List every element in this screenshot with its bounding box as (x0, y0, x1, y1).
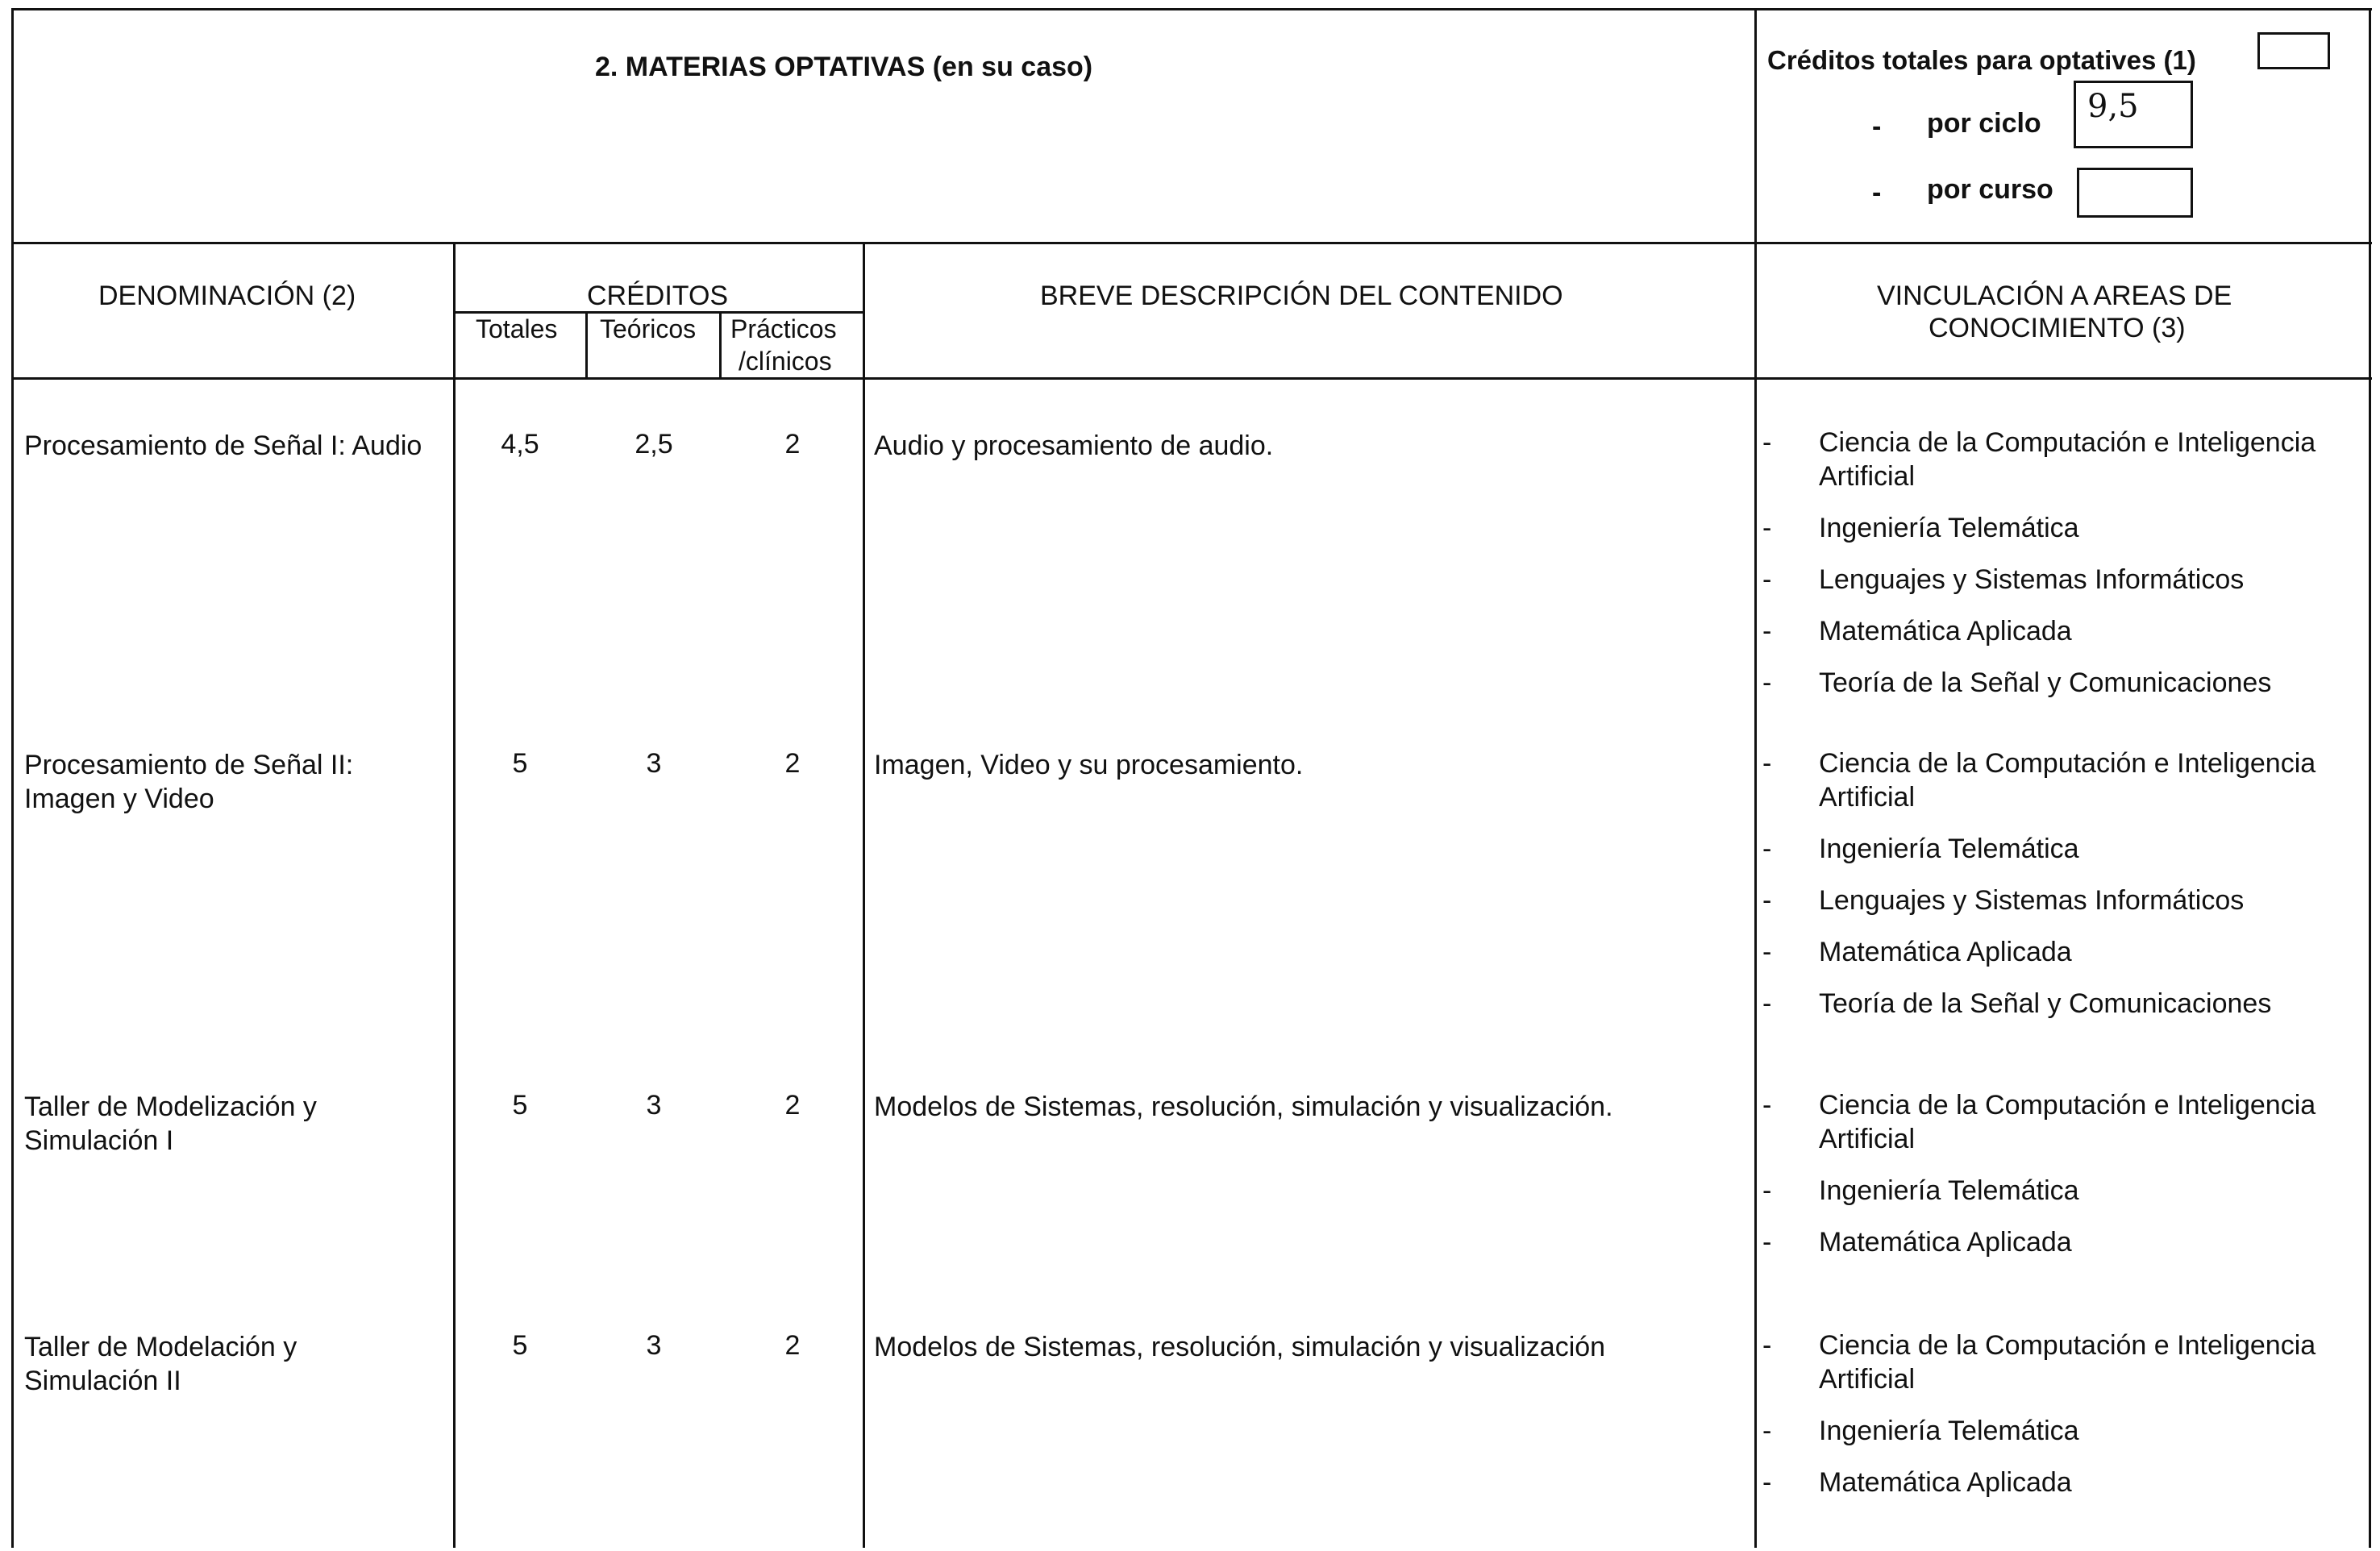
row-2-description: Imagen, Video y su procesamiento. (874, 750, 1304, 780)
row-1-totales: 4,5 (501, 429, 539, 459)
list-item: - Ciencia de la Computación e Inteligencia Artificial (1762, 427, 2316, 492)
row-3-teoricos: 3 (646, 1090, 662, 1121)
list-item: - Ingeniería Telemática (1762, 1175, 2079, 1206)
col-header-practicos: Prácticos (730, 314, 837, 343)
row-2-name: Procesamiento de Señal II: Imagen y Video (24, 750, 354, 814)
row-4-name: Taller de Modelación y Simulación II (24, 1332, 298, 1396)
list-item: - Ciencia de la Computación e Inteligencia Artificial (1762, 1330, 2316, 1395)
list-item: - Ciencia de la Computación e Inteligencia Artificial (1762, 748, 2316, 813)
row-4-totales: 5 (512, 1330, 528, 1361)
list-item: - Matemática Aplicada (1762, 616, 2072, 647)
per-cycle-box[interactable] (2074, 81, 2193, 148)
row-2-areas (1761, 746, 2341, 1021)
list-item: - Matemática Aplicada (1762, 937, 2072, 967)
border-right (2369, 8, 2371, 1548)
list-item: - Ingeniería Telemática (1762, 513, 2079, 543)
list-item: - Ciencia de la Computación e Inteligencia Artificial (1762, 1090, 2316, 1154)
row-4-practicos: 2 (784, 1330, 801, 1361)
list-item: - Ingeniería Telemática (1762, 1416, 2079, 1446)
per-cycle-dash: - (1872, 111, 1882, 142)
row-3-areas (1761, 1088, 2341, 1259)
col-header-conocimiento: CONOCIMIENTO (3) (1929, 313, 2186, 343)
section-title: 2. MATERIAS OPTATIVAS (en su caso) (595, 52, 1093, 82)
row-1-description: Audio y procesamiento de audio. (874, 430, 1274, 461)
list-item: - Matemática Aplicada (1762, 1227, 2072, 1258)
list-item: - Ingeniería Telemática (1762, 834, 2079, 864)
row-2-totales: 5 (512, 748, 528, 779)
per-course-label: por curso (1927, 174, 2053, 205)
per-course-dash: - (1872, 177, 1882, 208)
list-item: - Matemática Aplicada (1762, 1467, 2072, 1498)
col-teoricos-right (719, 311, 722, 379)
row-1-teoricos: 2,5 (635, 429, 673, 459)
per-cycle-value: 9,5 (2087, 88, 2139, 125)
row-3-name: Taller de Modelización y Simulación I (24, 1092, 317, 1156)
border-left (11, 8, 14, 1548)
col-header-vinculacion: VINCULACIÓN A AREAS DE (1877, 281, 2232, 311)
col-header-totales: Totales (476, 314, 558, 343)
total-optional-credits-box[interactable] (2257, 32, 2330, 69)
row-1-practicos: 2 (784, 429, 801, 459)
title-credits-divider (1754, 8, 1757, 1548)
list-item: - Teoría de la Señal y Comunicaciones (1762, 667, 2272, 698)
col-header-descripcion: BREVE DESCRIPCIÓN DEL CONTENIDO (1040, 281, 1563, 311)
row-2-teoricos: 3 (646, 748, 662, 779)
row-3-totales: 5 (512, 1090, 528, 1121)
row-4-areas (1761, 1329, 2341, 1499)
total-optional-credits-label: Créditos totales para optatives (1) (1767, 45, 2196, 75)
per-cycle-label: por ciclo (1927, 108, 2041, 139)
col-totales-right (585, 311, 588, 379)
list-item: - Lenguajes y Sistemas Informáticos (1762, 885, 2245, 916)
header-divider (11, 242, 2372, 244)
row-1-areas (1761, 426, 2341, 700)
row-1-name: Procesamiento de Señal I: Audio (24, 430, 422, 461)
col-header-clinicos: /clínicos (739, 347, 832, 376)
column-header-bottom (11, 377, 2372, 380)
row-4-teoricos: 3 (646, 1330, 662, 1361)
col-header-creditos: CRÉDITOS (587, 281, 729, 311)
col-header-denominacion: DENOMINACIÓN (2) (98, 281, 356, 311)
row-3-practicos: 2 (784, 1090, 801, 1121)
row-3-description: Modelos de Sistemas, resolución, simulación y visualización. (874, 1092, 1613, 1122)
row-4-description: Modelos de Sistemas, resolución, simulación y visualización (874, 1332, 1606, 1362)
list-item: - Lenguajes y Sistemas Informáticos (1762, 564, 2245, 595)
per-course-box[interactable] (2077, 168, 2193, 218)
border-top (11, 8, 2372, 10)
row-2-practicos: 2 (784, 748, 801, 779)
col-header-teoricos: Teóricos (600, 314, 697, 343)
list-item: - Teoría de la Señal y Comunicaciones (1762, 988, 2272, 1019)
